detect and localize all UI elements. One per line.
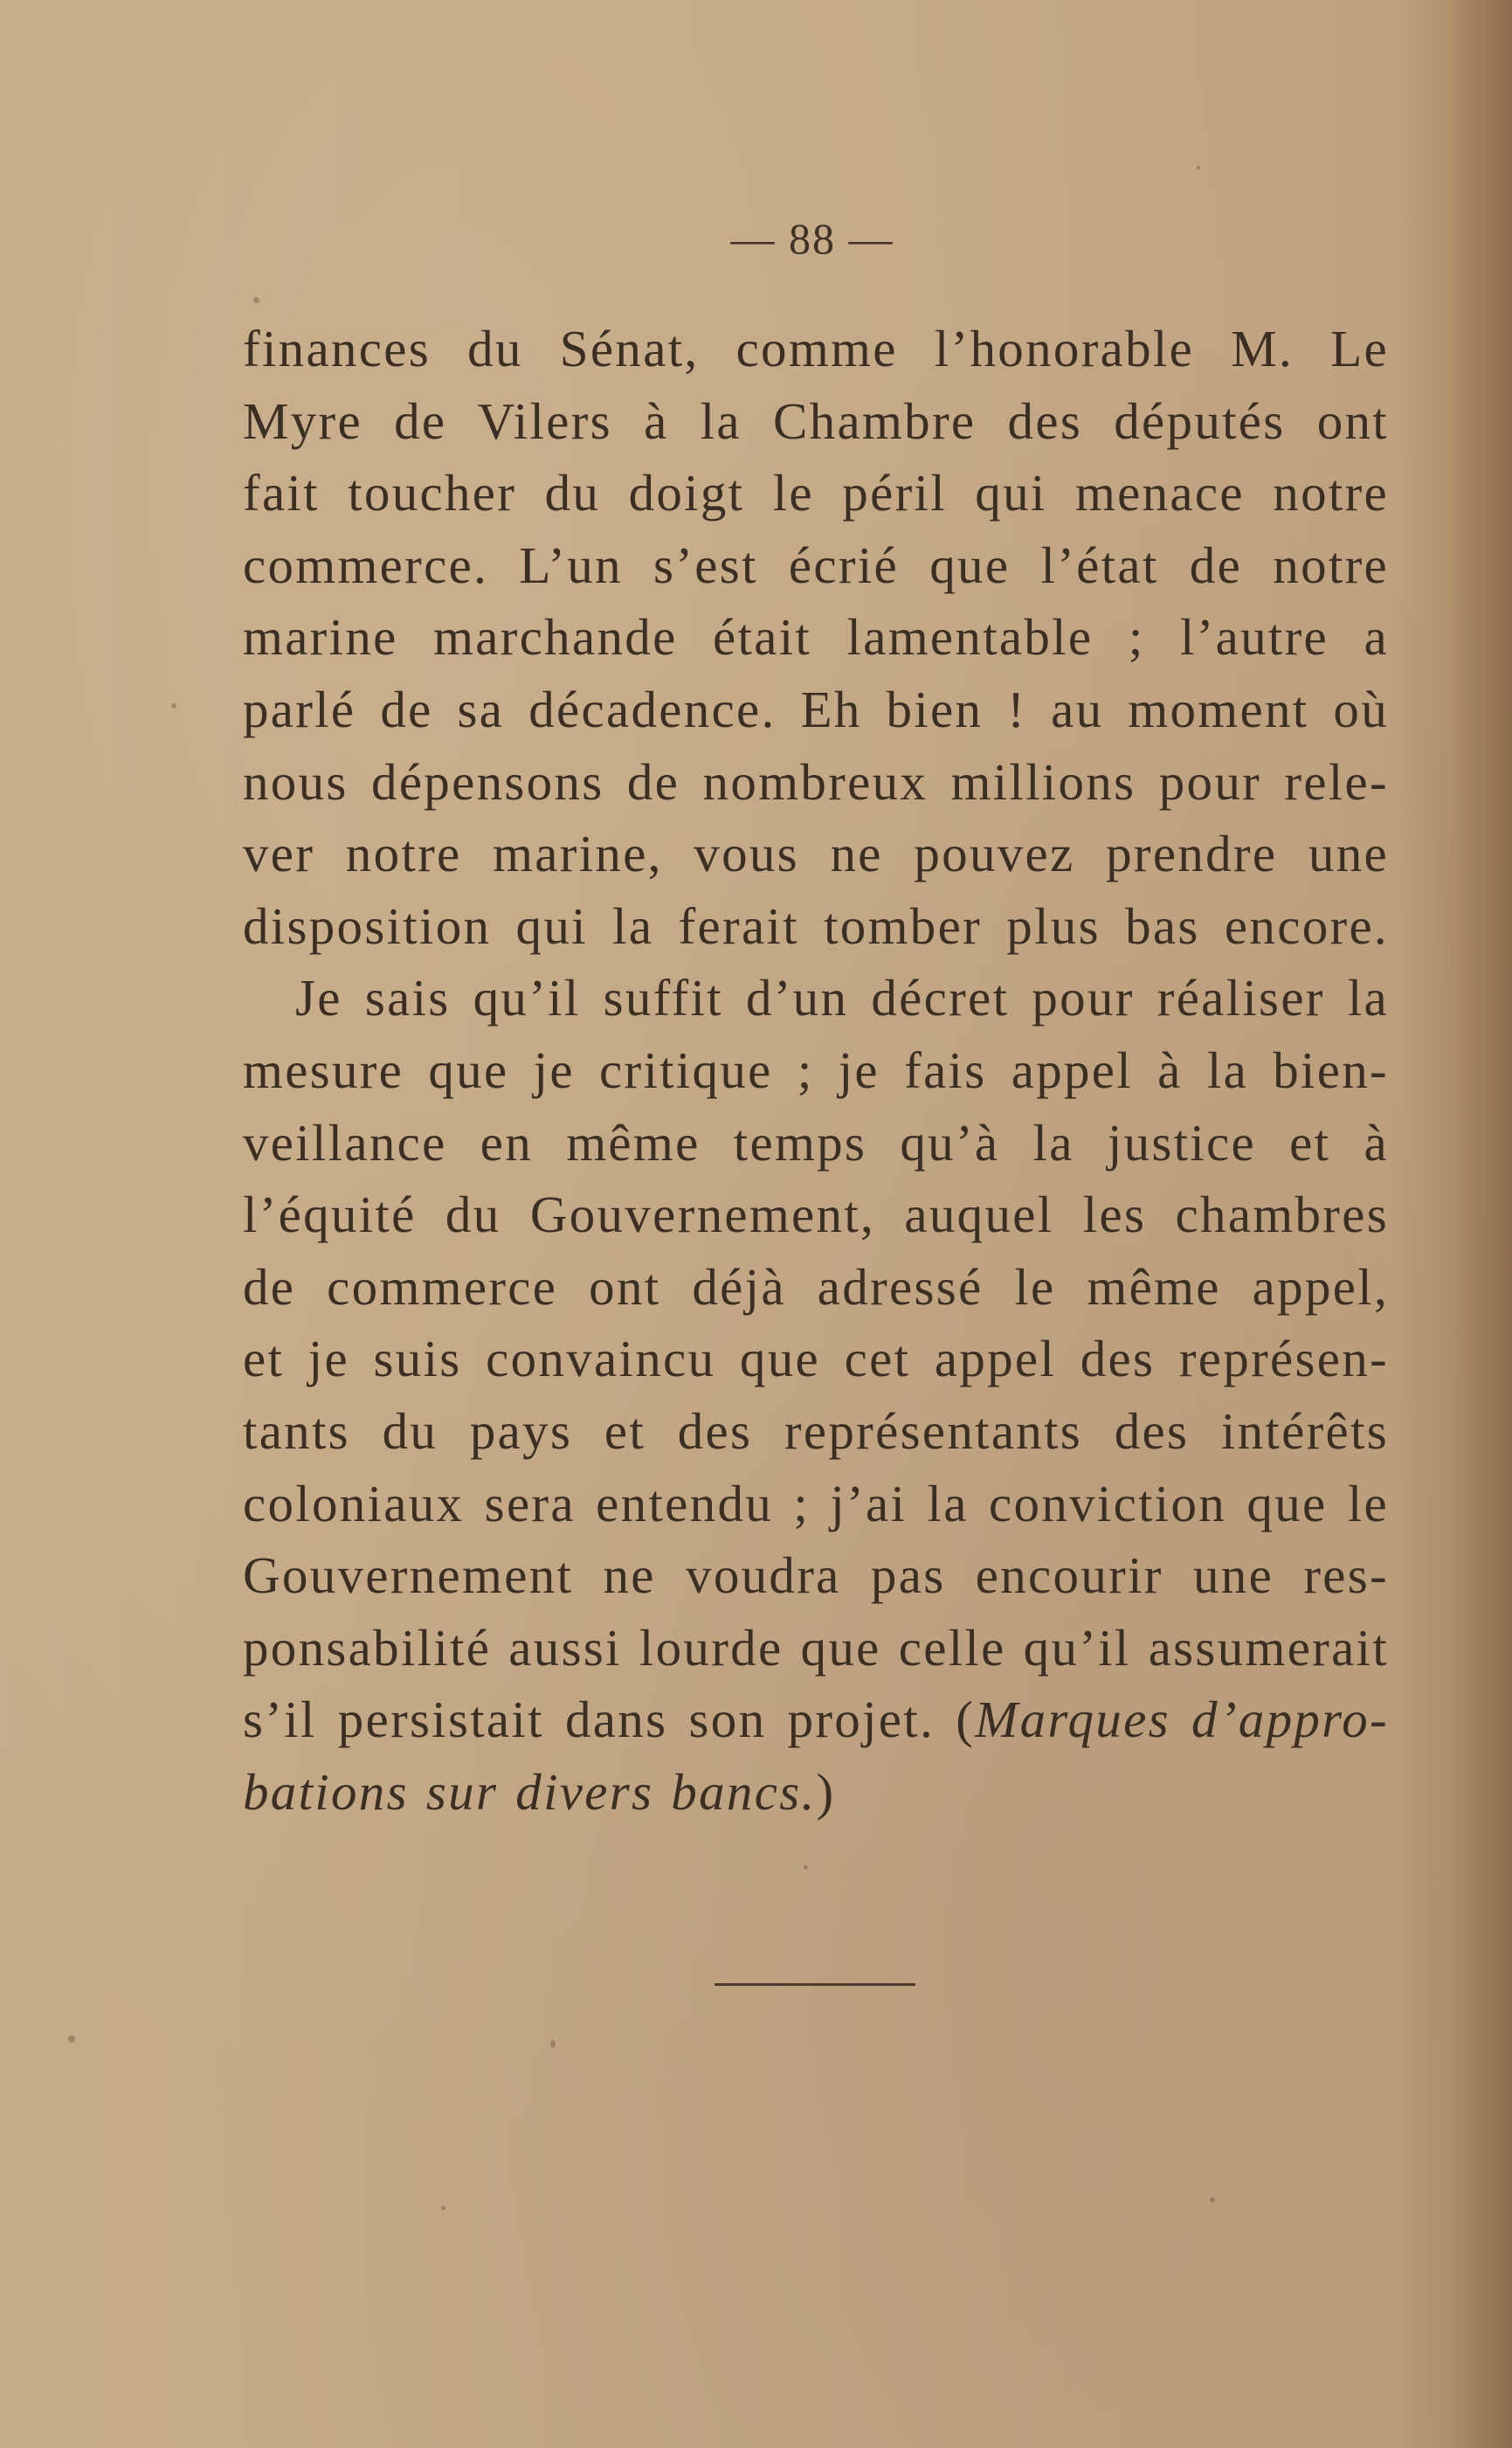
line-italic-segment: Marques d’appro- bbox=[975, 1691, 1389, 1749]
page-number: — 88 — bbox=[730, 214, 894, 263]
page-body-text bbox=[243, 313, 1389, 1828]
text-line: finances du Sénat, comme l’honorable M. Le bbox=[243, 320, 1389, 377]
text-line: Myre de Vilers à la Chambre des députés ont bbox=[243, 391, 1389, 450]
paragraph-start-line: Je sais qu’il suffit d’un décret pour réaliser la bbox=[295, 969, 1389, 1027]
text-line: parlé de sa décadence. Eh bien ! au moment où bbox=[243, 680, 1389, 738]
line-plain-segment: s’il persistait dans son projet. ( bbox=[243, 1691, 976, 1749]
paper-speck bbox=[68, 2036, 75, 2043]
line-plain-segment: ) bbox=[816, 1762, 836, 1821]
text-line: Gouvernement ne voudra pas encourir une res- bbox=[243, 1546, 1389, 1605]
paper-speck bbox=[441, 2206, 445, 2210]
text-line-mixed bbox=[243, 1684, 1389, 1756]
text-line: et je suis convaincu que cet appel des représen- bbox=[243, 1330, 1389, 1388]
paper-speck bbox=[550, 2040, 556, 2048]
paper-speck bbox=[1197, 166, 1200, 169]
line-italic-segment: bations sur divers bancs. bbox=[243, 1762, 817, 1821]
paper-speck bbox=[804, 1865, 808, 1870]
text-line: ver notre marine, vous ne pouvez prendre une bbox=[243, 825, 1389, 883]
text-line: fait toucher du doigt le péril qui menace notre bbox=[243, 464, 1389, 522]
text-line: disposition qui la ferait tomber plus bas encore. bbox=[243, 896, 1389, 955]
text-line: veillance en même temps qu’à la justice et à bbox=[243, 1113, 1389, 1172]
text-line: commerce. L’un s’est écrié que l’état de notre bbox=[243, 536, 1389, 594]
paper-speck bbox=[1210, 2197, 1215, 2203]
text-line: de commerce ont déjà adressé le même appel, bbox=[243, 1257, 1389, 1316]
text-line: marine marchande était lamentable ; l’autre a bbox=[243, 608, 1389, 667]
text-line: coloniaux sera entendu ; j’ai la conviction que le bbox=[243, 1474, 1389, 1532]
text-line-mixed bbox=[243, 1756, 1389, 1829]
paper-speck bbox=[171, 703, 176, 709]
section-divider-rule bbox=[715, 1983, 915, 1986]
text-line: mesure que je critique ; je fais appel à la bien- bbox=[243, 1041, 1389, 1099]
text-line: ponsabilité aussi lourde que celle qu’il assumerait bbox=[243, 1618, 1389, 1677]
text-line: l’équité du Gouvernement, auquel les chambres bbox=[243, 1186, 1389, 1244]
paper-speck bbox=[253, 297, 259, 303]
text-line: nous dépensons de nombreux millions pour rele- bbox=[243, 752, 1389, 811]
text-line: tants du pays et des représentants des intérêts bbox=[243, 1401, 1389, 1460]
